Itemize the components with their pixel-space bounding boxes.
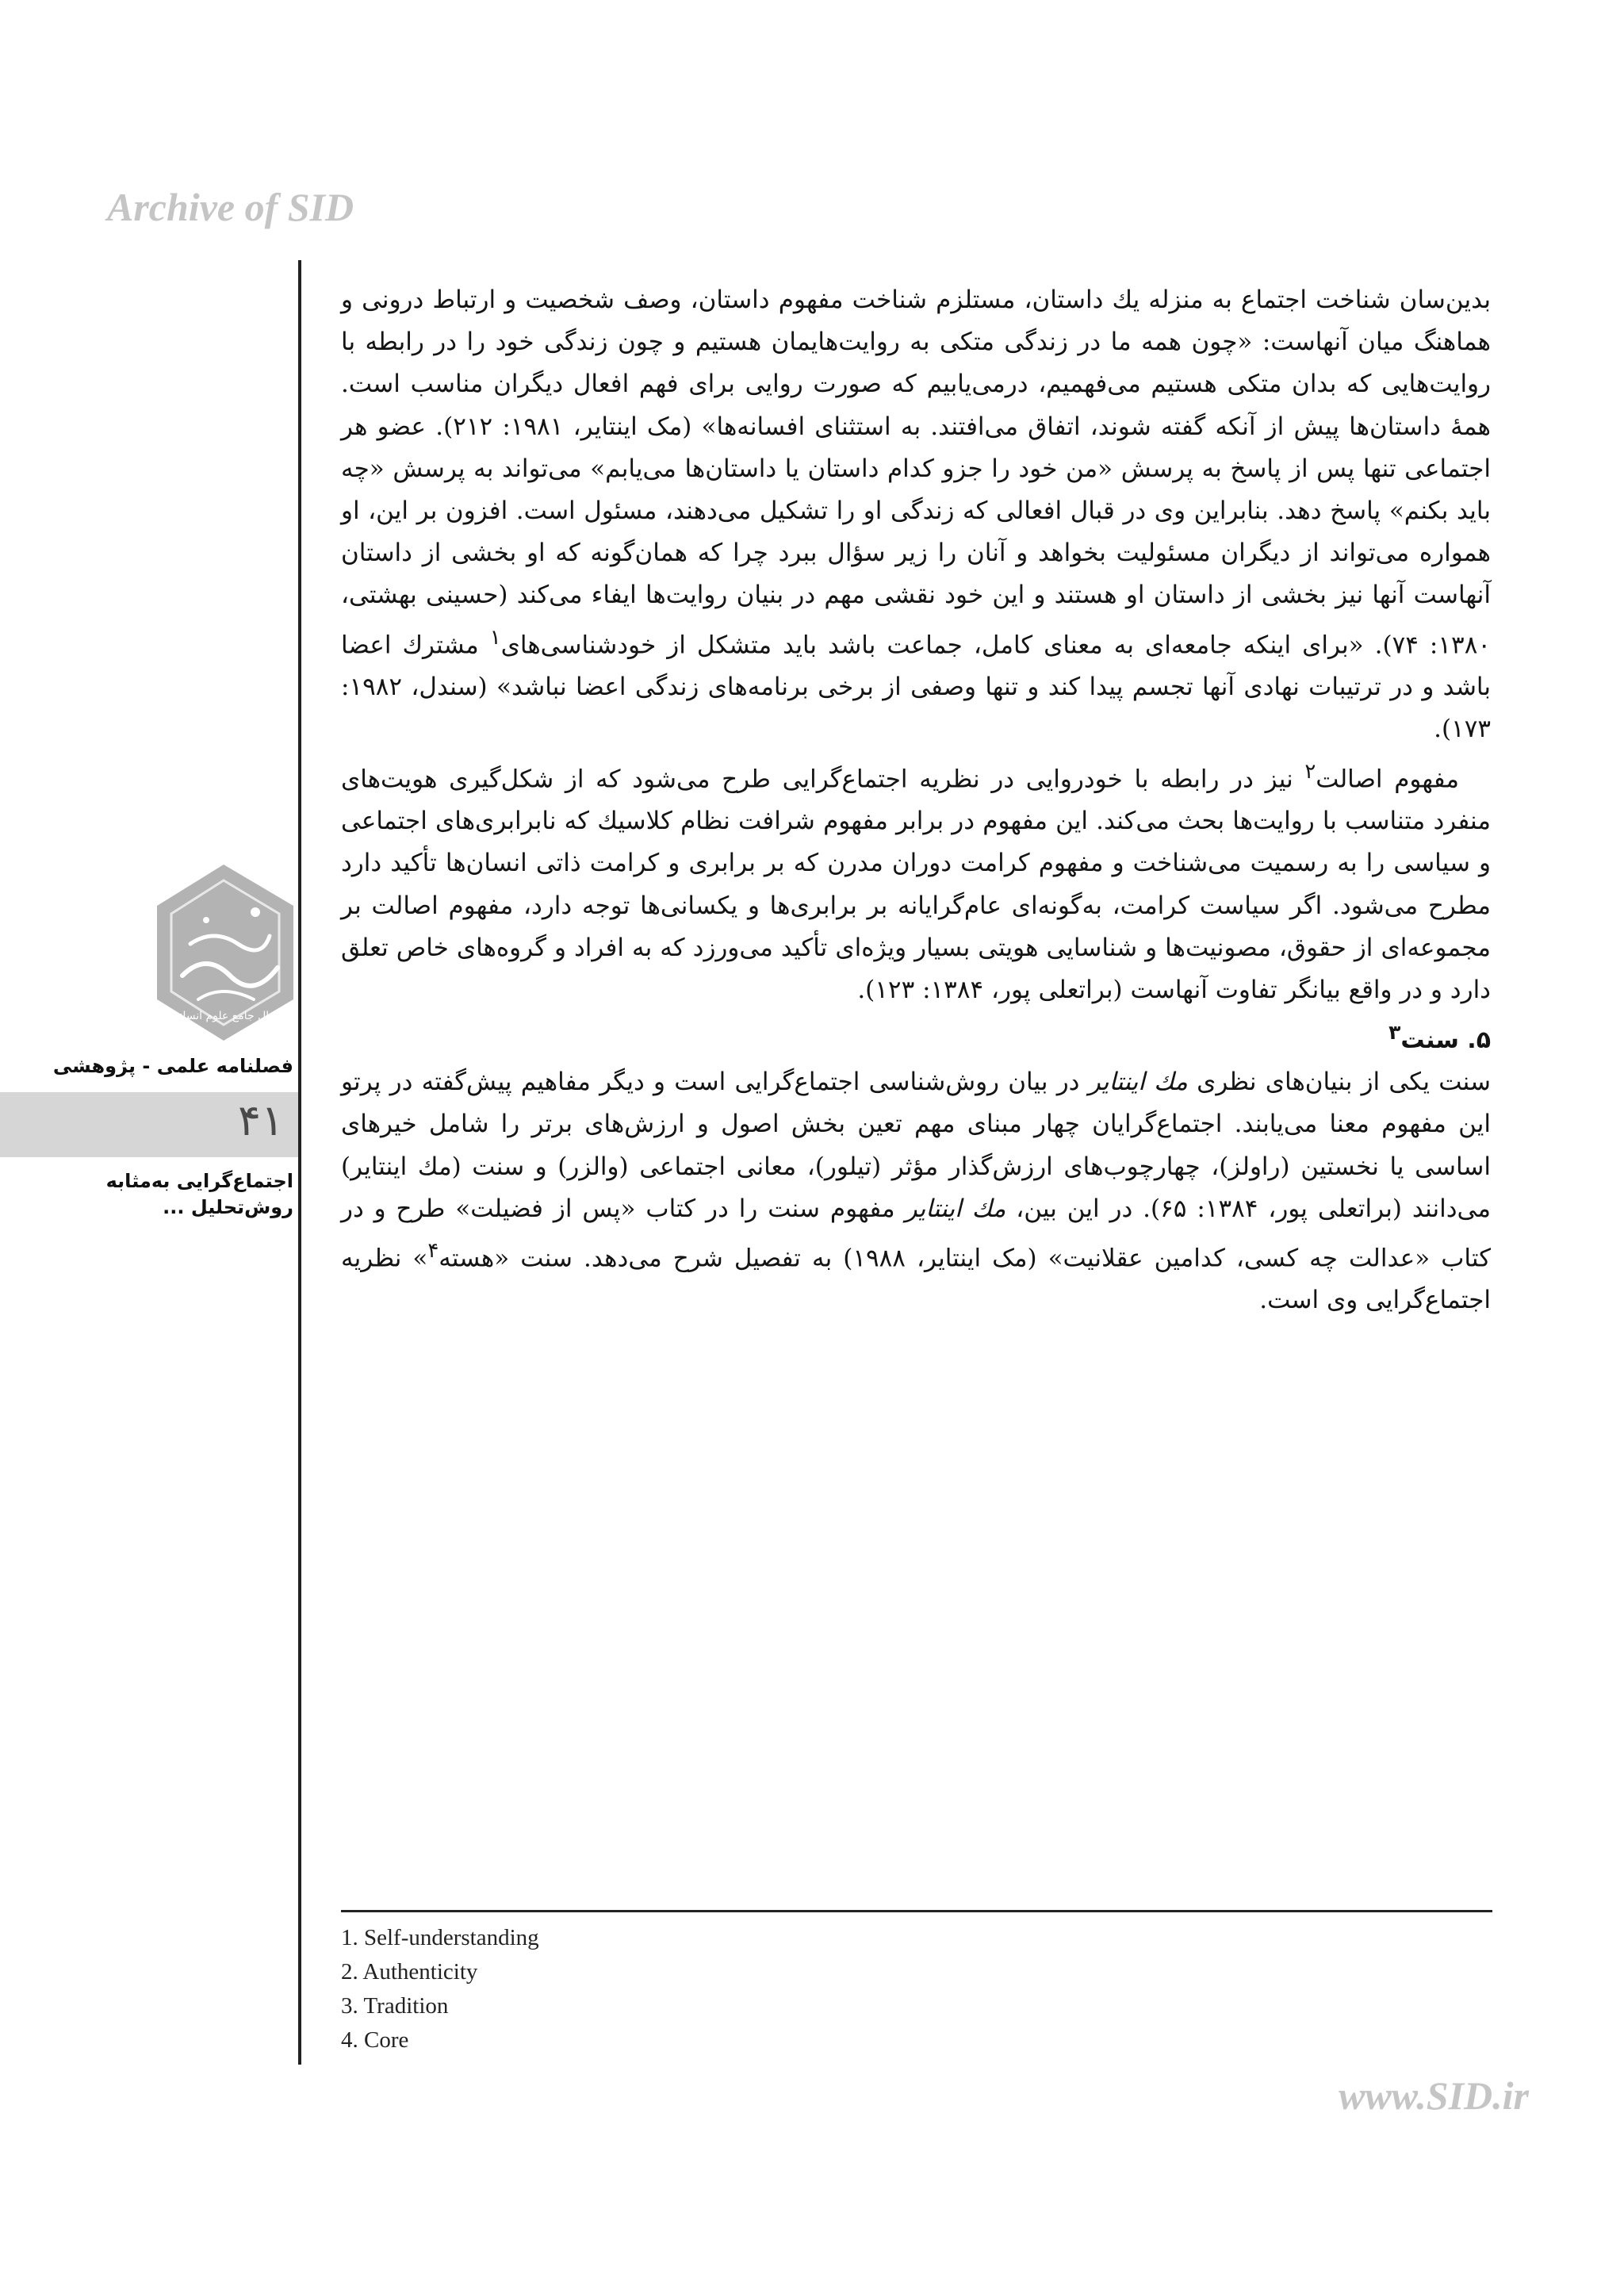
paragraph-2-start: مفهوم اصالت bbox=[1316, 764, 1459, 793]
footnote-ref-3: ۳ bbox=[1388, 1021, 1401, 1045]
section-heading-text: ۵. سنت bbox=[1400, 1026, 1491, 1055]
article-title-line-1: اجتماع‌گرایی به‌مثابه bbox=[105, 1170, 293, 1192]
article-title-line-2: روش‌تحلیل ... bbox=[163, 1196, 293, 1218]
page-number-box bbox=[0, 1092, 298, 1157]
footnote-ref-2: ۲ bbox=[1304, 759, 1316, 784]
author-name-italic-1: مك اینتایر bbox=[1088, 1068, 1188, 1097]
paragraph-2 bbox=[341, 751, 1491, 1012]
paragraph-3-b: در بیان روش‌شناسی اجتماع‌گرایی است و دیگر مفاهیم پیش‌گفته در پرتو این مفهوم معنا می‌یابند. اجتماع‌گرایان چهار مبنای مهم تعین بخش اصول و ارزش‌های برتر را شامل خیرهای اساسی یا نخستین (راولز)، چهارچوب‌های ارزش‌گذار مؤثر (تیلور)، معانی اجتماعی (والزر) و سنت (مك اینتایر) می‌دانند (براتعلی پور، ۱۳۸۴: ۶۵). در این بین، bbox=[341, 1068, 1491, 1223]
header-watermark: Archive of SID bbox=[107, 185, 354, 229]
author-name-italic-2: مك اینتایر bbox=[905, 1194, 1006, 1223]
paragraph-3-a: سنت یکی از بنیان‌های نظری bbox=[1187, 1068, 1491, 1097]
footnote-ref-1: ۱ bbox=[489, 625, 501, 650]
paragraph-3 bbox=[341, 1061, 1491, 1322]
footnote-ref-4: ۴ bbox=[427, 1238, 439, 1263]
section-heading bbox=[341, 1011, 1491, 1061]
footer-watermark: www.SID.ir bbox=[1339, 2073, 1529, 2118]
footnotes bbox=[341, 1921, 539, 2057]
paragraph-1 bbox=[341, 279, 1491, 751]
journal-label: فصلنامه علمی - پژوهشی bbox=[52, 1055, 293, 1077]
footnote-rule bbox=[341, 1910, 1492, 1912]
seal-text: پرتال جامع علوم انسانی bbox=[170, 1010, 282, 1022]
paragraph-3-d: » نظریه اجتماع‌گرایی وی است. bbox=[341, 1244, 1491, 1315]
footnote-2: 2. Authenticity bbox=[341, 1959, 478, 1984]
humanities-portal-seal-icon bbox=[151, 857, 301, 1063]
vertical-rule bbox=[298, 260, 301, 2065]
paragraph-1-text: بدین‌سان شناخت اجتماع به منزله یك داستان، مستلزم شناخت مفهوم داستان، وصف شخصیت و ارتباط درونی و هماهنگ میان آنهاست: «چون همه ما در زندگی متکی به روایت‌هایمان هستیم و چون زندگی خود را در رابطه با روایت‌هایی که بدان متکی هستیم می‌فهمیم، درمی‌یابیم که صورت روایی برای فهم افعال دیگران مناسب است. همهٔ داستان‌ها پیش از آنکه گفته شوند، اتفاق می‌افتند. به استثنای افسانه‌ها» (مک اینتایر، ۱۹۸۱: ۲۱۲). عضو هر اجتماعی تنها پس از پاسخ به پرسش «من خود را جزو کدام داستان یا داستان‌ها می‌یابم» می‌تواند به پرسش «چه باید بکنم» پاسخ دهد. بنابراین وی در قبال افعالی که زندگی او را تشکیل می‌دهند، مسئول است. افزون بر این، او همواره می‌تواند از دیگران مسئولیت بخواهد و آنان را زیر سؤال ببرد چرا که همان‌گونه که او بخشی از داستان آنهاست آنها نیز بخشی از داستان او هستند و این خود نقشی مهم در بنیان روایت‌ها ایفاء می‌کند (حسینی بهشتی، ۱۳۸۰: ۷۴). «برای اینکه جامعه‌ای به معنای کامل، جماعت باشد باید متشکل از خودشناسی‌های bbox=[341, 286, 1491, 659]
page-number: ۴۱ bbox=[237, 1095, 284, 1145]
article-running-title bbox=[13, 1168, 298, 1221]
paragraph-3-c: مفهوم سنت را در کتاب «پس از فضیلت» طرح و در کتاب «عدالت چه کسی، کدامین عقلانیت» (مک اینتایر، ۱۹۸۸) به تفصیل شرح می‌دهد. سنت «هسته bbox=[341, 1194, 1491, 1273]
paragraph-2-text: نیز در رابطه با خودروایی در نظریه اجتماع‌گرایی طرح می‌شود که از شکل‌گیری هویت‌های منفرد متناسب با روایت‌ها بحث می‌کند. این مفهوم در برابر مفهوم شرافت نظام کلاسیك که نابرابری‌های اجتماعی و سیاسی را به رسمیت می‌شناخت و مفهوم کرامت دوران مدرن که بر برابری و کرامت ذاتی انسان‌ها تأکید دارد مطرح می‌شود. اگر سیاست کرامت، به‌گونه‌ای عام‌گرایانه بر برابری‌ها و یکسانی‌ها توجه دارد، مفهوم اصالت بر مجموعه‌ای از حقوق، مصونیت‌ها و شناسایی هویتی بسیار ویژه‌ای تأکید می‌ورزد که به افراد و گروه‌های خاص تعلق دارد و در واقع بیانگر تفاوت آنهاست (براتعلی پور، ۱۳۸۴: ۱۲۳). bbox=[341, 764, 1492, 1004]
footnote-4: 4. Core bbox=[341, 2027, 409, 2053]
paragraph-1-end: مشترك اعضا باشد و در ترتیبات نهادی آنها تجسم پیدا کند و تنها وصفی از برخی برنامه‌های زندگی اعضا نباشد» (سندل، ۱۹۸۲: ۱۷۳). bbox=[341, 630, 1491, 744]
footnote-1: 1. Self-understanding bbox=[341, 1925, 539, 1950]
main-text-column bbox=[341, 279, 1491, 1322]
footnote-3: 3. Tradition bbox=[341, 1993, 449, 2019]
